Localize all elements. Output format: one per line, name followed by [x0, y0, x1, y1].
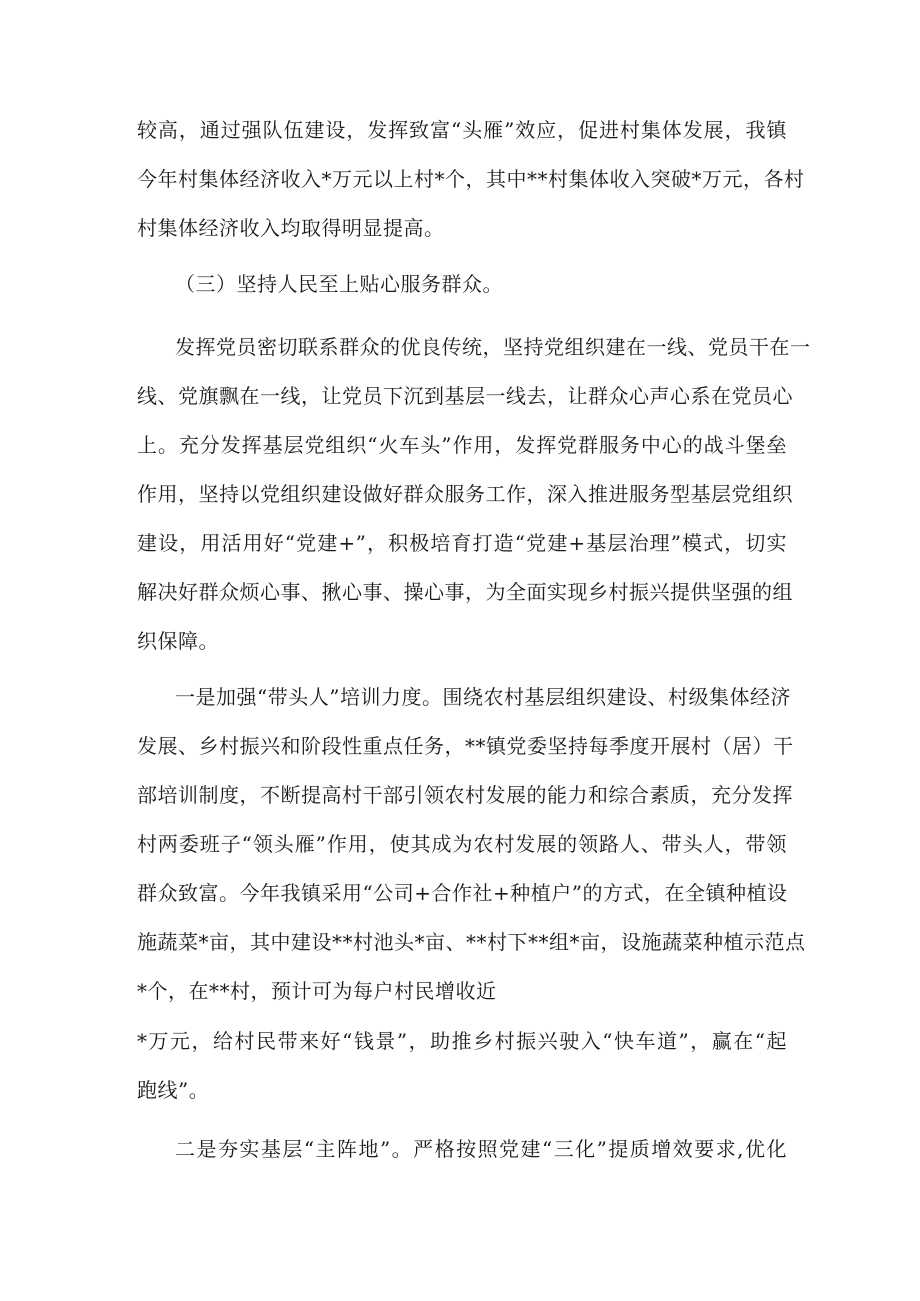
text-line: 二是夯实基层“主阵地”。严格按照党建“三化”提质增效要求,优化: [175, 1137, 787, 1161]
text-line: 作用，坚持以党组织建设做好群众服务工作，深入推进服务型基层党组织: [137, 482, 793, 506]
text-line: 上。充分发挥基层党组织“火车头”作用，发挥党群服务中心的战斗堡垒: [137, 433, 787, 457]
text-line: 部培训制度，不断提高村干部引领农村发展的能力和综合素质，充分发挥: [137, 783, 793, 807]
text-line: 村两委班子“领头雁”作用，使其成为农村发展的领路人、带头人，带领: [137, 832, 787, 856]
text-line: 施蔬菜*亩，其中建设**村池头*亩、**村下**组*亩，设施蔬菜种植示范点: [137, 930, 806, 954]
text-line: 跑线”。: [137, 1078, 210, 1102]
text-line: 群众致富。今年我镇采用“公司+合作社+种植户”的方式，在全镇种植设: [137, 881, 788, 905]
paragraph-4: [137, 1017, 787, 1115]
text-line: *万元，给村民带来好“钱景”，助推乡村振兴驶入“快车道”，赢在“起: [137, 1029, 787, 1053]
text-line: 较高，通过强队伍建设，发挥致富“头雁”效应，促进村集体发展，我镇: [137, 118, 787, 142]
paragraph-1: [137, 106, 805, 253]
text-line: 建设，用活用好“党建+”，积极培育打造“党建+基层治理”模式，切实: [137, 531, 787, 555]
text-line: 织保障。: [137, 629, 219, 653]
paragraph-2: [137, 323, 811, 666]
text-line: *个，在**村，预计可为每户村民增收近: [137, 979, 497, 1003]
section-heading-text: （三）坚持人民至上贴心服务群众。: [175, 272, 503, 296]
text-line: 线、党旗飘在一线，让党员下沉到基层一线去，让群众心声心系在党员心: [137, 384, 793, 408]
section-heading-3: [137, 260, 787, 309]
paragraph-3: [137, 673, 806, 1016]
text-line: 村集体经济收入均取得明显提高。: [137, 216, 445, 240]
text-line: 发挥党员密切联系群众的优良传统，坚持党组织建在一线、党员干在一: [175, 335, 811, 359]
text-line: 今年村集体经济收入*万元以上村*个，其中**村集体收入突破*万元，各村: [137, 167, 805, 191]
paragraph-5: [137, 1125, 787, 1174]
text-line: 解决好群众烦心事、揪心事、操心事，为全面实现乡村振兴提供坚强的组: [137, 580, 793, 604]
text-line: 发展、乡村振兴和阶段性重点任务，**镇党委坚持每季度开展村（居）干: [137, 734, 794, 758]
text-line: 一是加强“带头人”培训力度。围绕农村基层组织建设、村级集体经济: [175, 685, 791, 709]
